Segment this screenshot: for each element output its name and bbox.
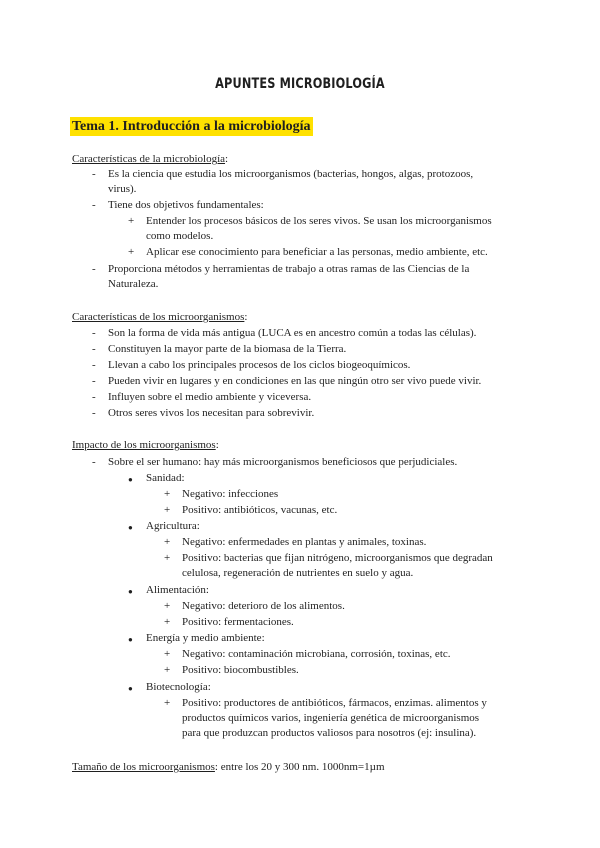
document-title: APUNTES MICROBIOLOGÍA — [215, 76, 385, 92]
list-item-continuation: virus). — [108, 183, 137, 195]
list-dash: - — [92, 168, 96, 180]
section-heading-microbiology: Características de la microbiología: — [72, 153, 229, 165]
list-dash: - — [92, 327, 96, 339]
list-item: Llevan a cabo los principales procesos de los ciclos biogeoquímicos. — [108, 359, 411, 371]
list-item: Pueden vivir en lugares y en condiciones en las que ningún otro ser vivo puede vivir. — [108, 375, 482, 387]
sub-list-item: Negativo: enfermedades en plantas y animales, toxinas. — [182, 536, 427, 548]
section-heading-impact: Impacto de los microorganismos: — [72, 439, 219, 451]
section-heading-microorganisms: Características de los microorganismos: — [72, 311, 248, 323]
sub-list-item: Negativo: contaminación microbiana, corrosión, toxinas, etc. — [182, 648, 451, 660]
plus-bullet: + — [164, 664, 171, 676]
list-item: Proporciona métodos y herramientas de trabajo a otras ramas de las Ciencias de la — [108, 263, 470, 275]
plus-bullet: + — [164, 697, 171, 709]
sub-list-item: Positivo: productores de antibióticos, fármacos, enzimas. alimentos y — [182, 697, 487, 709]
plus-bullet: + — [164, 536, 171, 548]
topic-heading: Tema 1. Introducción a la microbiología — [72, 119, 311, 134]
sub-list-item: Positivo: fermentaciones. — [182, 616, 294, 628]
round-bullet: ● — [128, 635, 133, 644]
plus-bullet: + — [164, 616, 171, 628]
sub-list-item: Negativo: deterioro de los alimentos. — [182, 600, 345, 612]
list-item: Es la ciencia que estudia los microorganismos (bacterias, hongos, algas, protozoos, — [108, 168, 474, 180]
plus-bullet: + — [164, 600, 171, 612]
category-label: Biotecnología: — [146, 681, 211, 693]
round-bullet: ● — [128, 475, 133, 484]
sub-list-item: Aplicar ese conocimiento para beneficiar a las personas, medio ambiente, etc. — [146, 246, 488, 258]
list-item: Otros seres vivos los necesitan para sobrevivir. — [108, 407, 315, 419]
list-item: Influyen sobre el medio ambiente y viceversa. — [108, 391, 312, 403]
plus-bullet: + — [128, 246, 135, 258]
sub-list-item-continuation: como modelos. — [146, 230, 214, 242]
plus-bullet: + — [164, 552, 171, 564]
round-bullet: ● — [128, 684, 133, 693]
list-item: Sobre el ser humano: hay más microorganismos beneficiosos que perjudiciales. — [108, 456, 458, 468]
sub-list-item-continuation: para que produzcan productos valiosos para nosotros (ej: insulina). — [182, 727, 477, 739]
round-bullet: ● — [128, 523, 133, 532]
sub-list-item-continuation: productos químicos varios, ingeniería genética de microorganismos — [182, 712, 480, 724]
list-item: Constituyen la mayor parte de la biomasa de la Tierra. — [108, 343, 347, 355]
plus-bullet: + — [164, 488, 171, 500]
list-item-continuation: Naturaleza. — [108, 278, 159, 290]
plus-bullet: + — [128, 215, 135, 227]
list-dash: - — [92, 359, 96, 371]
category-label: Energía y medio ambiente: — [146, 632, 265, 644]
plus-bullet: + — [164, 504, 171, 516]
plus-bullet: + — [164, 648, 171, 660]
sub-list-item: Positivo: biocombustibles. — [182, 664, 299, 676]
category-label: Sanidad: — [146, 472, 185, 484]
list-dash: - — [92, 199, 96, 211]
section-heading-size: Tamaño de los microorganismos: entre los 20 y 300 nm. 1000nm=1µm — [72, 761, 385, 773]
sub-list-item: Entender los procesos básicos de los seres vivos. Se usan los microorganismos — [146, 215, 492, 227]
list-item: Son la forma de vida más antigua (LUCA es en ancestro común a todas las células). — [108, 327, 477, 339]
round-bullet: ● — [128, 587, 133, 596]
category-label: Alimentación: — [146, 584, 209, 596]
category-label: Agricultura: — [146, 520, 200, 532]
list-item: Tiene dos objetivos fundamentales: — [108, 199, 264, 211]
list-dash: - — [92, 375, 96, 387]
list-dash: - — [92, 391, 96, 403]
list-dash: - — [92, 263, 96, 275]
sub-list-item: Positivo: bacterias que fijan nitrógeno, microorganismos que degradan — [182, 552, 493, 564]
list-dash: - — [92, 407, 96, 419]
sub-list-item: Negativo: infecciones — [182, 488, 279, 500]
sub-list-item-continuation: celulosa, regeneración de nutrientes en suelo y agua. — [182, 567, 414, 579]
sub-list-item: Positivo: antibióticos, vacunas, etc. — [182, 504, 338, 516]
list-dash: - — [92, 456, 96, 468]
list-dash: - — [92, 343, 96, 355]
